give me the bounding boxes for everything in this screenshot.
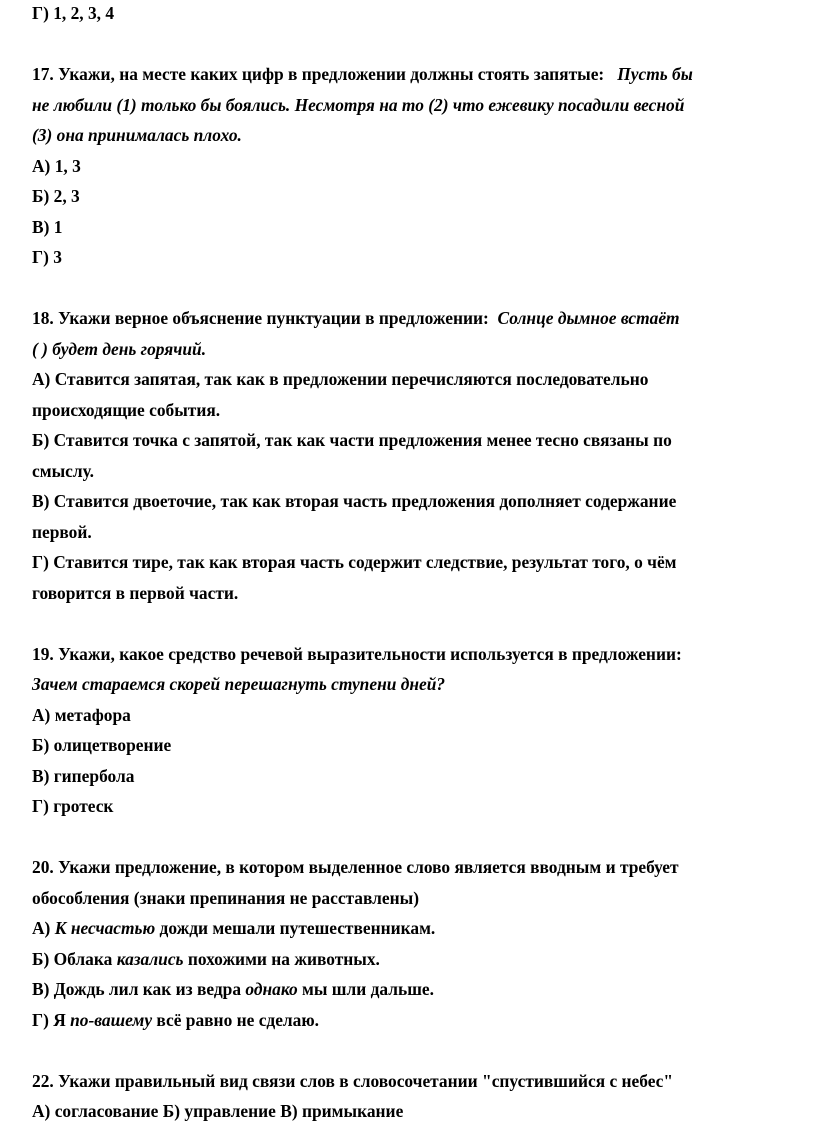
option-prefix: Б) Облака bbox=[32, 948, 117, 969]
question-17-option-b: Б) 2, 3 bbox=[32, 186, 80, 206]
spacer bbox=[32, 29, 812, 60]
question-17 bbox=[32, 59, 812, 273]
question-22-prompt: 22. Укажи правильный вид связи слов в словосочетании "спустившийся с небес" bbox=[32, 1070, 674, 1091]
question-20-option-v bbox=[32, 974, 812, 1005]
question-19-option-v: В) гипербола bbox=[32, 765, 135, 786]
question-17-sentence-part-3: (3) она принималась плохо. bbox=[32, 125, 242, 145]
highlighted-word: К несчастью bbox=[54, 918, 156, 938]
question-18-option-v-line-2: первой. bbox=[32, 521, 92, 542]
spacer bbox=[32, 608, 812, 639]
question-18-option-v-line-1: В) Ставится двоеточие, так как вторая часть предложения дополняет содержание bbox=[32, 491, 677, 511]
question-20-prompt-line-1: 20. Укажи предложение, в котором выделенное слово является вводным и требует bbox=[32, 857, 679, 877]
question-20 bbox=[32, 852, 812, 1035]
question-20-option-b bbox=[32, 944, 812, 975]
question-18-line-2 bbox=[32, 334, 812, 365]
question-19-option-g: Г) гротеск bbox=[32, 796, 114, 816]
question-17-option-a: А) 1, 3 bbox=[32, 155, 81, 176]
question-18-option-g-line-2: говорится в первой части. bbox=[32, 582, 239, 603]
question-19-sentence-line bbox=[32, 669, 812, 700]
question-20-option-a bbox=[32, 913, 812, 944]
question-17-sentence-part-1: Пусть бы bbox=[617, 64, 693, 84]
prev-question-option-g: Г) 1, 2, 3, 4 bbox=[32, 3, 115, 23]
question-20-prompt-line-2: обособления (знаки препинания не расставлены) bbox=[32, 887, 420, 908]
question-22-options: А) согласование Б) управление В) примыкание bbox=[32, 1101, 404, 1121]
question-20-option-g bbox=[32, 1005, 812, 1036]
document-page bbox=[32, 0, 812, 1127]
question-19-option-b: Б) олицетворение bbox=[32, 735, 172, 755]
question-18-option-b-line-1: Б) Ставится точка с запятой, так как части предложения менее тесно связаны по bbox=[32, 430, 672, 450]
question-17-sentence-part-2: не любили (1) только бы боялись. Несмотря на то (2) что ежевику посадили весной bbox=[32, 94, 685, 115]
highlighted-word: однако bbox=[245, 979, 298, 999]
option-prefix: А) bbox=[32, 918, 55, 938]
spacer bbox=[32, 1035, 812, 1066]
highlighted-word: казались bbox=[116, 948, 184, 969]
question-18-sentence-part-2: ( ) будет день горячий. bbox=[32, 338, 207, 359]
question-17-line-3 bbox=[32, 120, 812, 151]
question-18-prompt: 18. Укажи верное объяснение пунктуации в предложении: bbox=[32, 308, 489, 328]
question-18-sentence-part-1: Солнце дымное встаёт bbox=[497, 308, 680, 328]
question-18-option-a-line-2: происходящие события. bbox=[32, 399, 221, 420]
question-18-option-g-line-1: Г) Ставится тире, так как вторая часть содержит следствие, результат того, о чём bbox=[32, 552, 677, 572]
question-19 bbox=[32, 639, 812, 822]
option-rest: похожими на животных. bbox=[183, 948, 380, 969]
question-22 bbox=[32, 1066, 812, 1127]
question-17-prompt: 17. Укажи, на месте каких цифр в предложении должны стоять запятые: bbox=[32, 64, 605, 84]
option-rest: мы шли дальше. bbox=[297, 979, 434, 999]
spacer bbox=[32, 273, 812, 304]
question-18-line-1 bbox=[32, 303, 812, 334]
option-prefix: Г) Я bbox=[32, 1009, 71, 1030]
question-17-line-1 bbox=[32, 59, 812, 90]
option-rest: всё равно не сделаю. bbox=[152, 1009, 320, 1030]
question-17-option-v: В) 1 bbox=[32, 216, 63, 237]
question-19-option-a: А) метафора bbox=[32, 704, 131, 725]
question-18 bbox=[32, 303, 812, 608]
spacer bbox=[32, 822, 812, 853]
option-prefix: В) Дождь лил как из ведра bbox=[32, 979, 246, 999]
option-rest: дожди мешали путешественникам. bbox=[155, 918, 436, 938]
question-18-option-a-line-1: А) Ставится запятая, так как в предложении перечисляются последовательно bbox=[32, 369, 649, 389]
question-17-option-g: Г) 3 bbox=[32, 247, 62, 267]
question-18-option-b-line-2: смыслу. bbox=[32, 460, 94, 481]
question-17-line-2 bbox=[32, 90, 812, 121]
question-19-prompt: 19. Укажи, какое средство речевой выразительности используется в предложении: bbox=[32, 643, 682, 664]
question-19-sentence: Зачем стараемся скорей перешагнуть ступени дней? bbox=[32, 674, 446, 694]
highlighted-word: по-вашему bbox=[70, 1009, 153, 1030]
